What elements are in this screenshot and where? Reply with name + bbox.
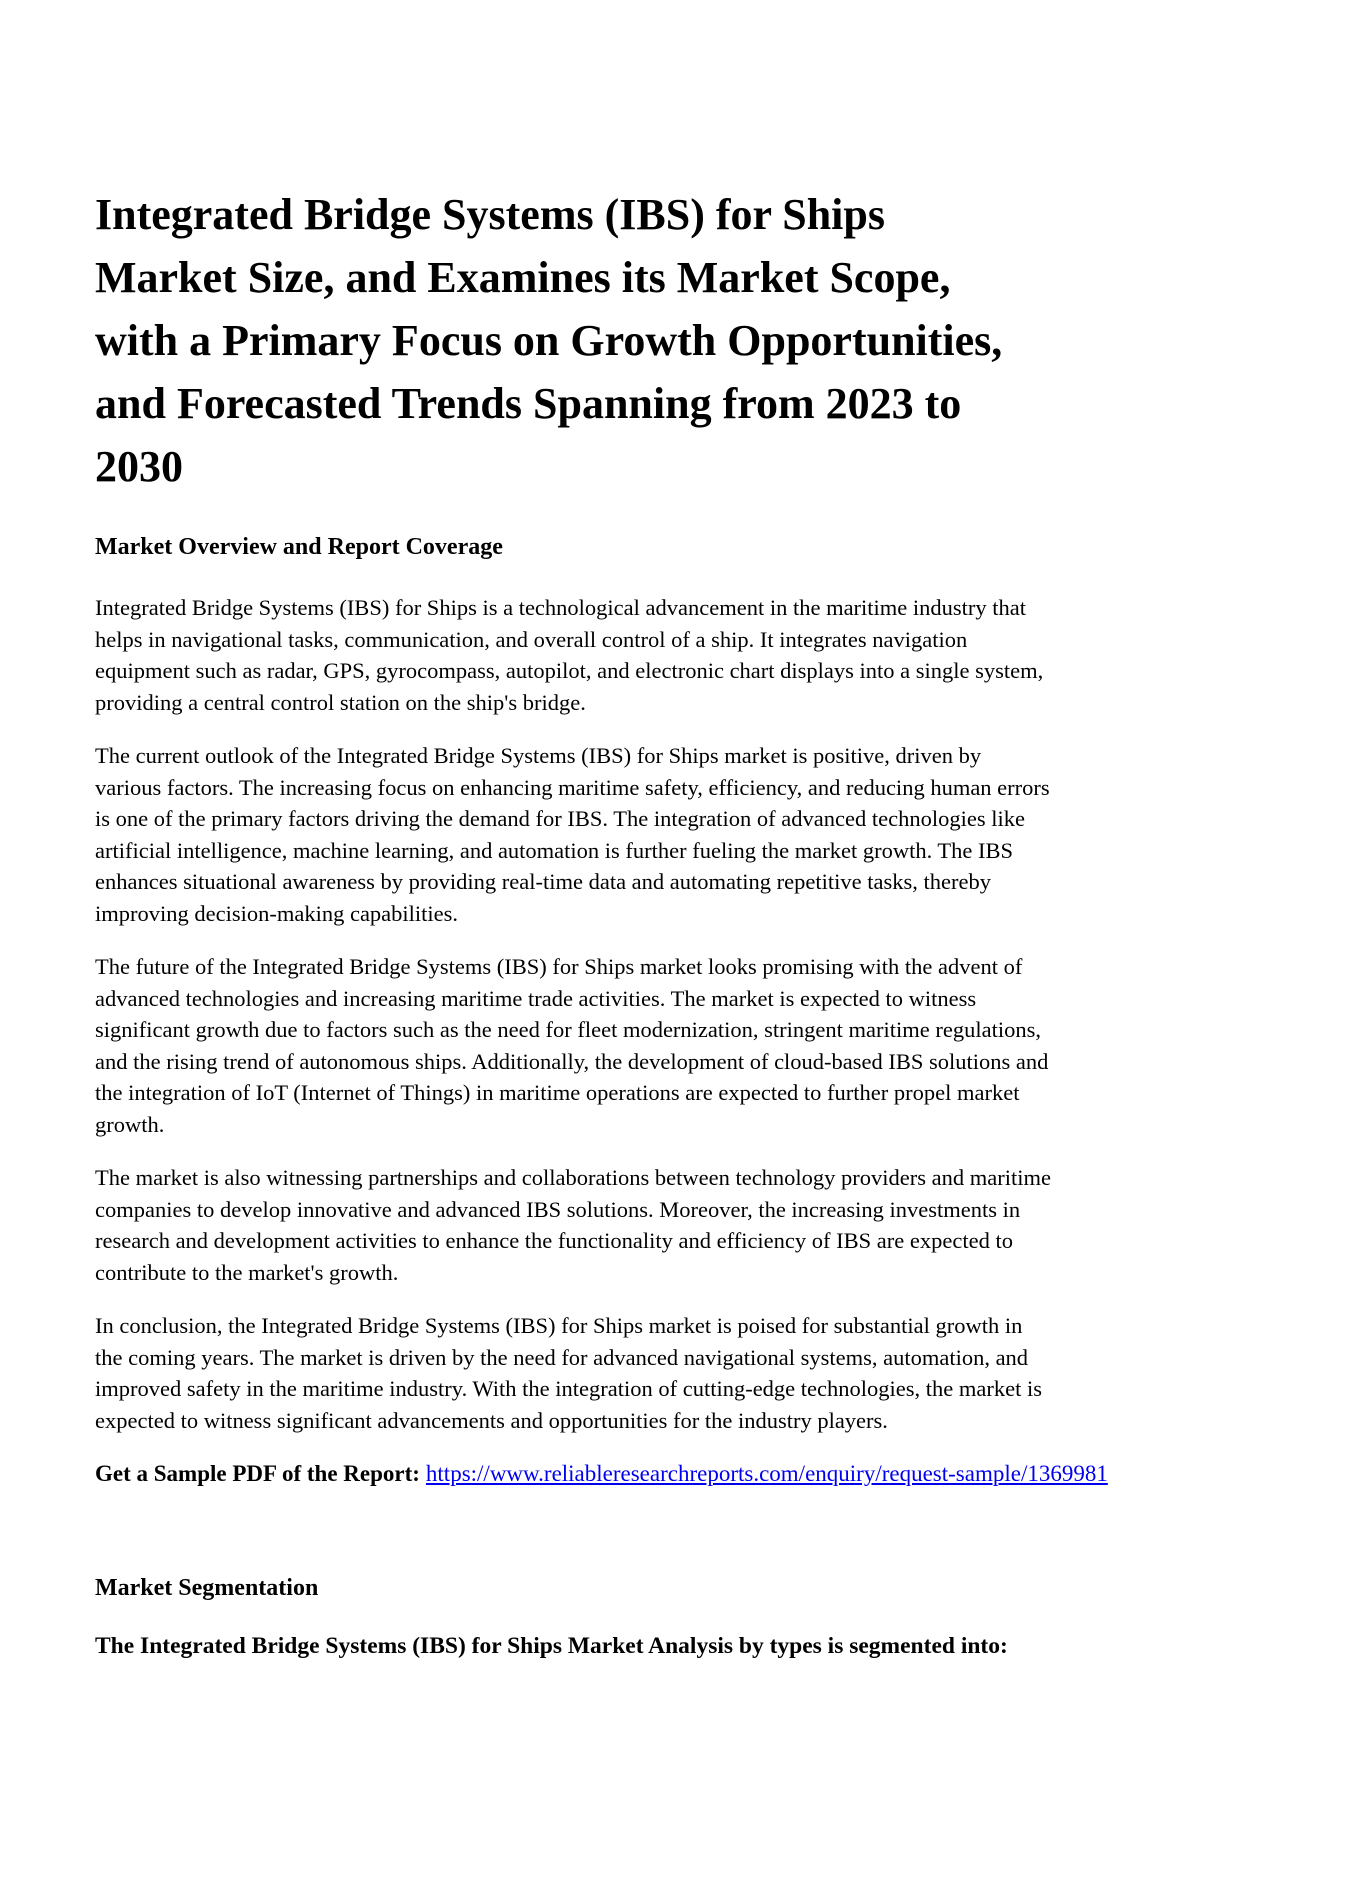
overview-paragraph-5: In conclusion, the Integrated Bridge Systems (IBS) for Ships market is poised for substantial growth in the coming years. The market is driven by the need for advanced navigational systems, automation, and improved safety in the maritime industry. With the integration of cutting-edge technologies, the market is expected to witness significant advancements and opportunities for the industry players. [95,1313,1042,1433]
overview-paragraph-2: The current outlook of the Integrated Bridge Systems (IBS) for Ships market is positive, driven by various factors. The increasing focus on enhancing maritime safety, efficiency, and reducing human errors is one of the primary factors driving the demand for IBS. The integration of advanced technologies like artificial intelligence, machine learning, and automation is further fueling the market growth. The IBS enhances situational awareness by providing real-time data and automating repetitive tasks, thereby improving decision-making capabilities. [95,743,1050,926]
types-segmentation-intro: The Integrated Bridge Systems (IBS) for Ships Market Analysis by types is segmented into: [95,1632,1008,1659]
section-title-market-segmentation: Market Segmentation [95,1574,319,1601]
overview-paragraph-1: Integrated Bridge Systems (IBS) for Ships is a technological advancement in the maritime industry that helps in navigational tasks, communication, and overall control of a ship. It integrates navigation equipment such as radar, GPS, gyrocompass, autopilot, and electronic chart displays into a single system, providing a central control station on the ship's bridge. [95,595,1044,715]
sample-report-link[interactable]: https://www.reliableresearchreports.com/enquiry/request-sample/1369981 [425,1461,1108,1486]
overview-paragraph-4: The market is also witnessing partnerships and collaborations between technology providers and maritime companies to develop innovative and advanced IBS solutions. Moreover, the increasing investments in research and development activities to enhance the functionality and efficiency of IBS are expected to contribute to the market's growth. [95,1165,1051,1285]
sample-report-cta [95,1458,1260,1490]
section-title-market-overview: Market Overview and Report Coverage [95,534,503,560]
page-title: Integrated Bridge Systems (IBS) for Ships Market Size, and Examines its Market Scope, with a Primary Focus on Growth Opportunities, and Forecasted Trends Spanning from 2023 to 2030 [95,190,1003,491]
overview-paragraph-3: The future of the Integrated Bridge Systems (IBS) for Ships market looks promising with the advent of advanced technologies and increasing maritime trade activities. The market is expected to witness significant growth due to factors such as the need for fleet modernization, stringent maritime regulations, and the rising trend of autonomous ships. Additionally, the development of cloud-based IBS solutions and the integration of IoT (Internet of Things) in maritime operations are expected to further propel market growth. [95,954,1049,1137]
sample-cta-label: Get a Sample PDF of the Report: [95,1461,420,1486]
